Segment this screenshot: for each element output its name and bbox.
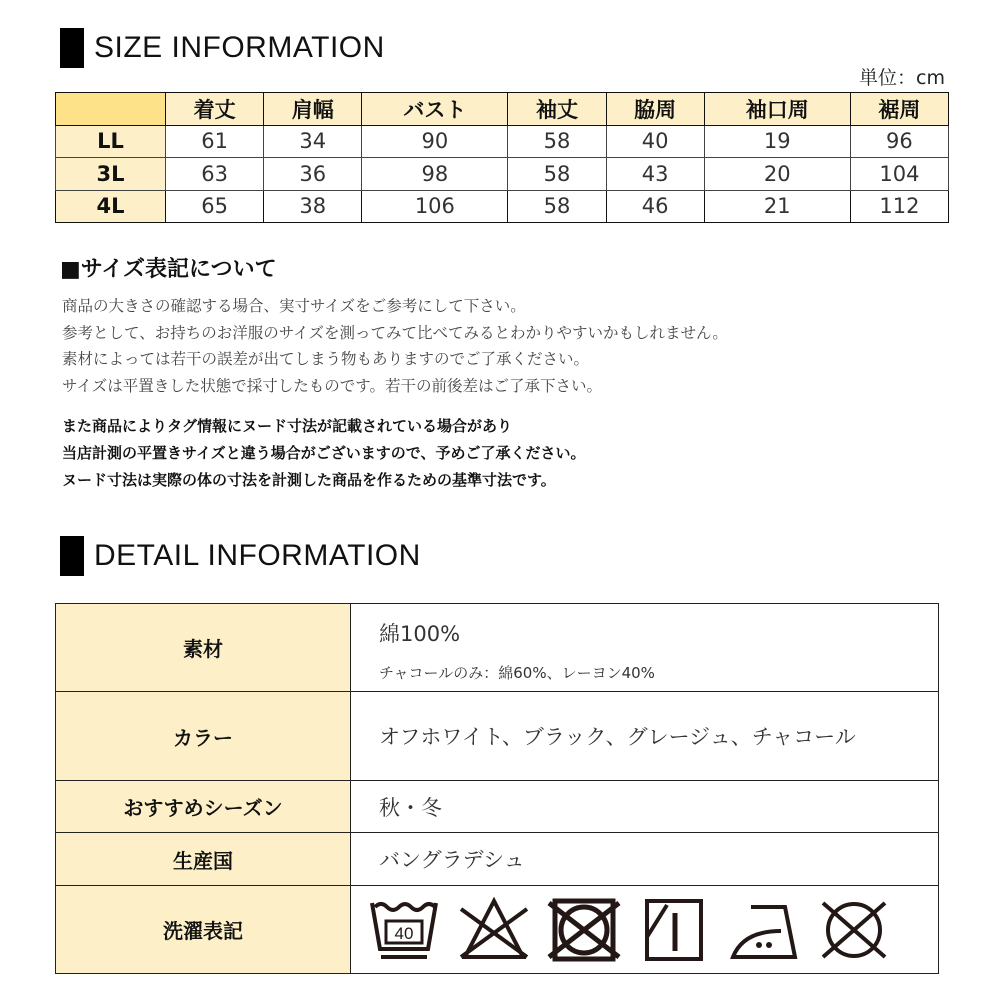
size-label: 4L (56, 190, 166, 223)
season-label: おすすめシーズン (56, 781, 351, 833)
cell: 46 (606, 190, 704, 223)
table-header-row (56, 93, 949, 126)
header-cell: 裾周 (850, 93, 948, 126)
note-line: ヌード寸法は実際の体の寸法を計測した商品を作るための基準寸法です。 (62, 471, 556, 489)
cell: 58 (508, 190, 606, 223)
detail-title: DETAIL INFORMATION (94, 539, 421, 572)
size-label: 3L (56, 158, 166, 191)
unit-label: 単位：cm (859, 67, 945, 89)
wash-40-icon (367, 897, 441, 963)
table-row (56, 604, 939, 692)
size-section-heading (60, 28, 385, 68)
cell: 58 (508, 158, 606, 191)
cell: 34 (264, 125, 362, 158)
cell: 21 (704, 190, 850, 223)
table-row (56, 886, 939, 974)
nude-size-notes (62, 413, 586, 494)
cell: 61 (166, 125, 264, 158)
note-line: 商品の大きさの確認する場合、実寸サイズをご参考にして下さい。 (62, 297, 526, 315)
cell: 96 (850, 125, 948, 158)
no-dry-clean-icon (817, 897, 891, 963)
header-cell: 袖丈 (508, 93, 606, 126)
detail-section-heading (60, 536, 421, 576)
cell: 36 (264, 158, 362, 191)
size-table (55, 92, 949, 223)
cell: 40 (606, 125, 704, 158)
cell: 112 (850, 190, 948, 223)
table-row (56, 158, 949, 191)
material-value (351, 604, 939, 692)
size-title: SIZE INFORMATION (94, 31, 385, 64)
note-line: サイズは平置きした状態で採寸したものです。若干の前後差はご了承下さい。 (62, 376, 603, 395)
iron-medium-icon (727, 897, 801, 963)
cell: 63 (166, 158, 264, 191)
cell: 98 (362, 158, 508, 191)
note-line: 参考として、お持ちのお洋服のサイズを測ってみて比べてみるとわかりやすいかもしれません。 (62, 323, 728, 342)
color-value: オフホワイト、ブラック、グレージュ、チャコール (351, 692, 939, 781)
note-line: 素材によっては若干の誤差が出てしまう物もありますのでご了承ください。 (62, 350, 590, 368)
header-cell: 着丈 (166, 93, 264, 126)
table-row (56, 781, 939, 833)
cell: 106 (362, 190, 508, 223)
header-cell: 袖口周 (704, 93, 850, 126)
size-label: LL (56, 125, 166, 158)
table-row (56, 692, 939, 781)
origin-label: 生産国 (56, 833, 351, 886)
season-value: 秋・冬 (351, 781, 939, 833)
cell: 104 (850, 158, 948, 191)
cell: 58 (508, 125, 606, 158)
table-row (56, 125, 949, 158)
color-label: カラー (56, 692, 351, 781)
header-cell: 脇周 (606, 93, 704, 126)
no-tumble-dry-icon (547, 897, 621, 963)
note-line: 当店計測の平置きサイズと違う場合がございますので、予めご了承ください。 (62, 444, 586, 462)
material-label: 素材 (56, 604, 351, 692)
detail-table (55, 603, 939, 974)
cell: 65 (166, 190, 264, 223)
no-bleach-icon (457, 897, 531, 963)
note-line: また商品によりタグ情報にヌード寸法が記載されている場合があり (62, 417, 513, 435)
care-label: 洗濯表記 (56, 886, 351, 974)
size-notes (62, 293, 728, 399)
material-text: 綿100% (379, 622, 461, 646)
origin-value: バングラデシュ (351, 833, 939, 886)
care-icons (351, 886, 939, 974)
cell: 43 (606, 158, 704, 191)
table-row (56, 190, 949, 223)
header-cell: バスト (362, 93, 508, 126)
cell: 20 (704, 158, 850, 191)
size-notes-title: ■サイズ表記について (60, 257, 277, 282)
cell: 90 (362, 125, 508, 158)
svg-text:40: 40 (394, 923, 414, 943)
table-row (56, 833, 939, 886)
header-cell: 肩幅 (264, 93, 362, 126)
cell: 19 (704, 125, 850, 158)
line-dry-shade-icon (637, 897, 711, 963)
cell: 38 (264, 190, 362, 223)
material-note: チャコールのみ：綿60%、レーヨン40% (379, 664, 655, 682)
